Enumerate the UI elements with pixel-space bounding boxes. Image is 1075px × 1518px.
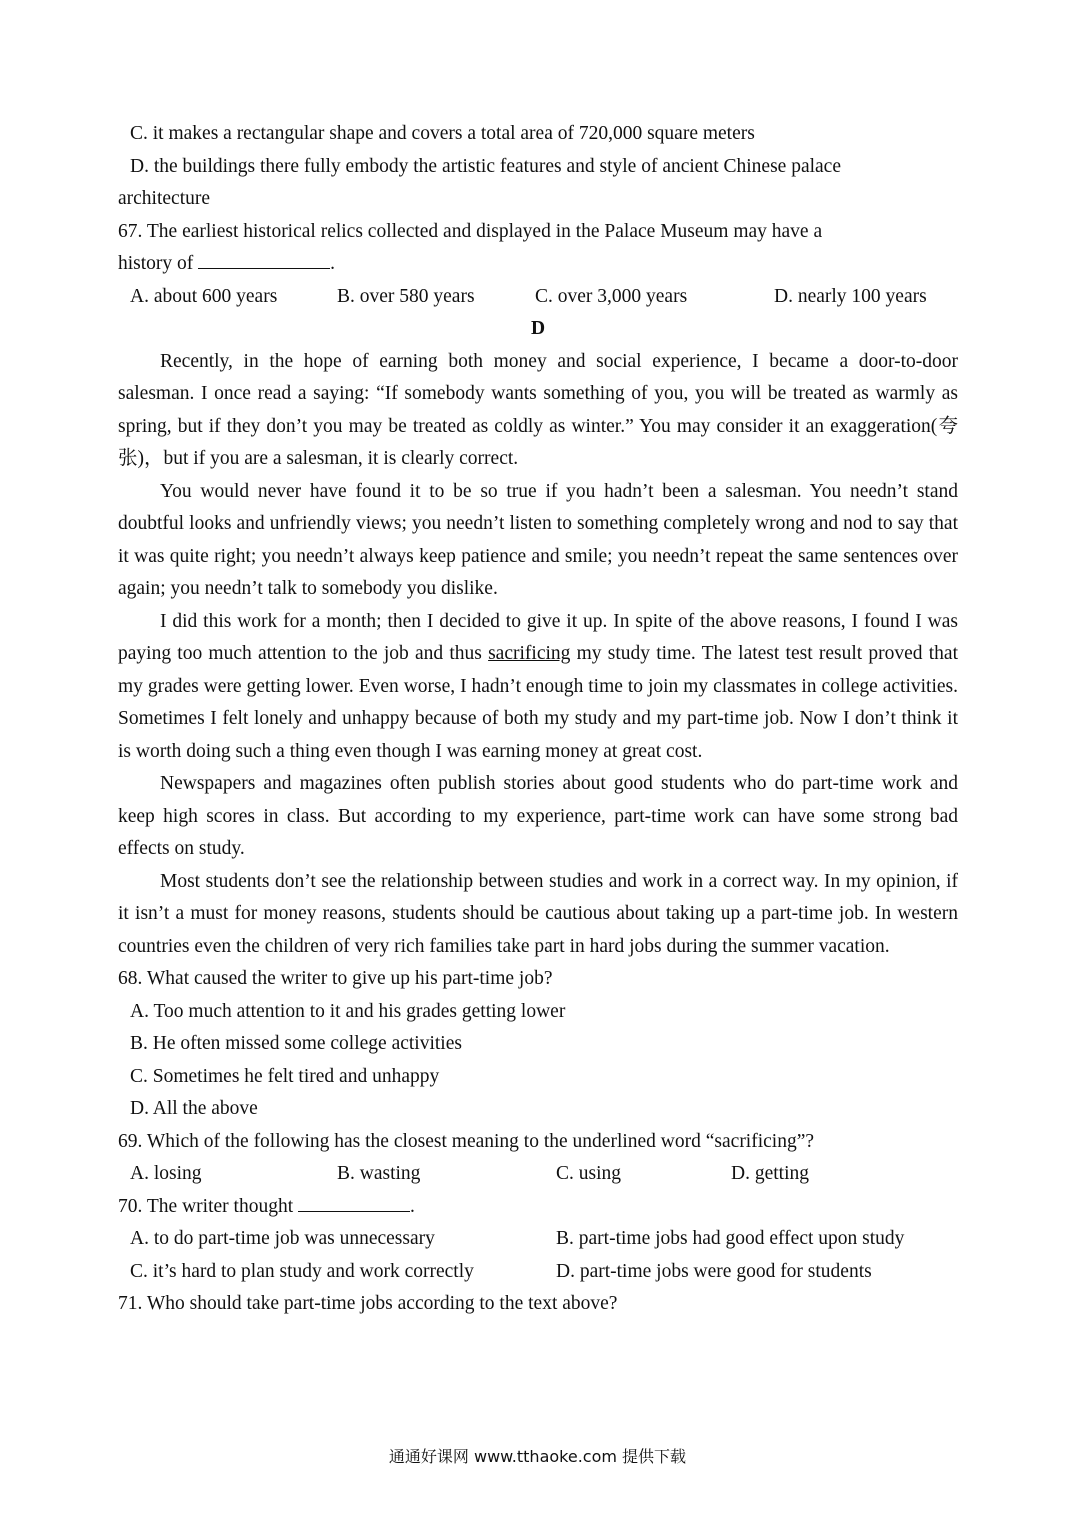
q68-option-a: A. Too much attention to it and his grades getting lower bbox=[130, 1000, 566, 1022]
q66-option-d-line2: architecture bbox=[118, 188, 211, 209]
q66-option-d-line1: D. the buildings there fully embody the artistic features and style of ancient Chinese palace bbox=[130, 155, 841, 177]
q68-stem: 68. What caused the writer to give up his part-time job? bbox=[118, 968, 553, 989]
q67-answer-blank bbox=[198, 248, 330, 269]
q70-stem bbox=[118, 1191, 958, 1224]
q67-option-b: B. over 580 years bbox=[337, 285, 475, 307]
q69-option-a: A. losing bbox=[130, 1163, 202, 1184]
passage-paragraph-2: You would never have found it to be so true if you hadn’t been a salesman. You needn’t stand doubtful looks and unfriendly views; you needn’t listen to something completely wrong and nod to say that it was quite right; you needn’t always keep patience and smile; you needn’t repeat the same sentences over again; you needn’t talk to somebody you dislike. bbox=[118, 480, 958, 599]
q68-option-b: B. He often missed some college activities bbox=[130, 1033, 462, 1054]
q69-option-d: D. getting bbox=[731, 1163, 809, 1184]
page-footer: 通通好课网 www.tthaoke.com 提供下载 bbox=[388, 1447, 687, 1466]
p3-after: my study time. The latest test result proved that my grades were getting lower. Even worse, I hadn’t enough time to join my classmates in college activities. Sometimes I felt lonely and unhappy because of both my study and my part-time job. Now I don’t think it is worth doing such a thing even though I was earning money at great cost. bbox=[118, 643, 958, 762]
q70-answer-blank bbox=[298, 1191, 410, 1212]
q69-options bbox=[118, 1158, 958, 1191]
q68-option-d: D. All the above bbox=[130, 1098, 258, 1119]
q67-options bbox=[118, 281, 958, 314]
q66-option-c: C. it makes a rectangular shape and covers a total area of 720,000 square meters bbox=[130, 123, 755, 144]
q67-option-d: D. nearly 100 years bbox=[774, 285, 927, 307]
q67-option-a: A. about 600 years bbox=[130, 285, 278, 307]
passage-paragraph-4: Newspapers and magazines often publish stories about good students who do part-time work and keep high scores in class. But according to my experience, part-time work can have some strong bad effects on study. bbox=[118, 773, 958, 859]
underlined-word: sacrificing bbox=[488, 643, 571, 664]
q70-options-row1 bbox=[118, 1223, 958, 1256]
exam-page bbox=[118, 118, 958, 1321]
q67-stem-line2 bbox=[118, 248, 958, 281]
q70-option-a: A. to do part-time job was unnecessary bbox=[130, 1228, 435, 1249]
q68-option-c: C. Sometimes he felt tired and unhappy bbox=[130, 1065, 440, 1087]
section-label: D bbox=[530, 318, 546, 339]
passage-paragraph-5: Most students don’t see the relationship between studies and work in a correct way. In my opinion, if it isn’t a must for money reasons, students should be cautious about taking up a part-time job. In western countries even the children of very rich families take part in hard jobs during the summer vacation. bbox=[118, 870, 958, 957]
q70-stem-prefix: 70. The writer thought bbox=[118, 1195, 294, 1217]
q67-stem-line1: 67. The earliest historical relics collected and displayed in the Palace Museum may have a bbox=[118, 220, 823, 242]
q69-option-b: B. wasting bbox=[337, 1163, 421, 1184]
q69-option-c: C. using bbox=[556, 1163, 622, 1184]
q67-option-c: C. over 3,000 years bbox=[535, 285, 688, 307]
q69-stem: 69. Which of the following has the closest meaning to the underlined word “sacrificing”? bbox=[118, 1130, 815, 1152]
p3-before: I did this work for a month; then I decided to give it up. In spite of the above reasons, I found I was paying too much attention to the job and thus bbox=[118, 610, 958, 664]
passage-paragraph-1: Recently, in the hope of earning both money and social experience, I became a door-to-door salesman. I once read a saying: “If somebody wants something of you, you will be treated as warmly as spring, but if they don’t you may be treated as coldly as winter.” You may consider it an exaggeration(夸张)，but if you are a salesman, it is clearly correct. bbox=[118, 350, 958, 469]
q71-stem: 71. Who should take part-time jobs according to the text above? bbox=[118, 1293, 618, 1314]
q67-stem-prefix: history of bbox=[118, 253, 194, 274]
q70-options-row2 bbox=[118, 1256, 958, 1289]
q70-option-d: D. part-time jobs were good for students bbox=[556, 1260, 872, 1282]
q70-option-c: C. it’s hard to plan study and work correctly bbox=[130, 1260, 474, 1282]
q67-stem-suffix: . bbox=[330, 253, 336, 274]
passage-paragraph-3 bbox=[118, 606, 958, 769]
q70-option-b: B. part-time jobs had good effect upon study bbox=[556, 1228, 905, 1249]
q70-stem-suffix: . bbox=[410, 1195, 415, 1217]
